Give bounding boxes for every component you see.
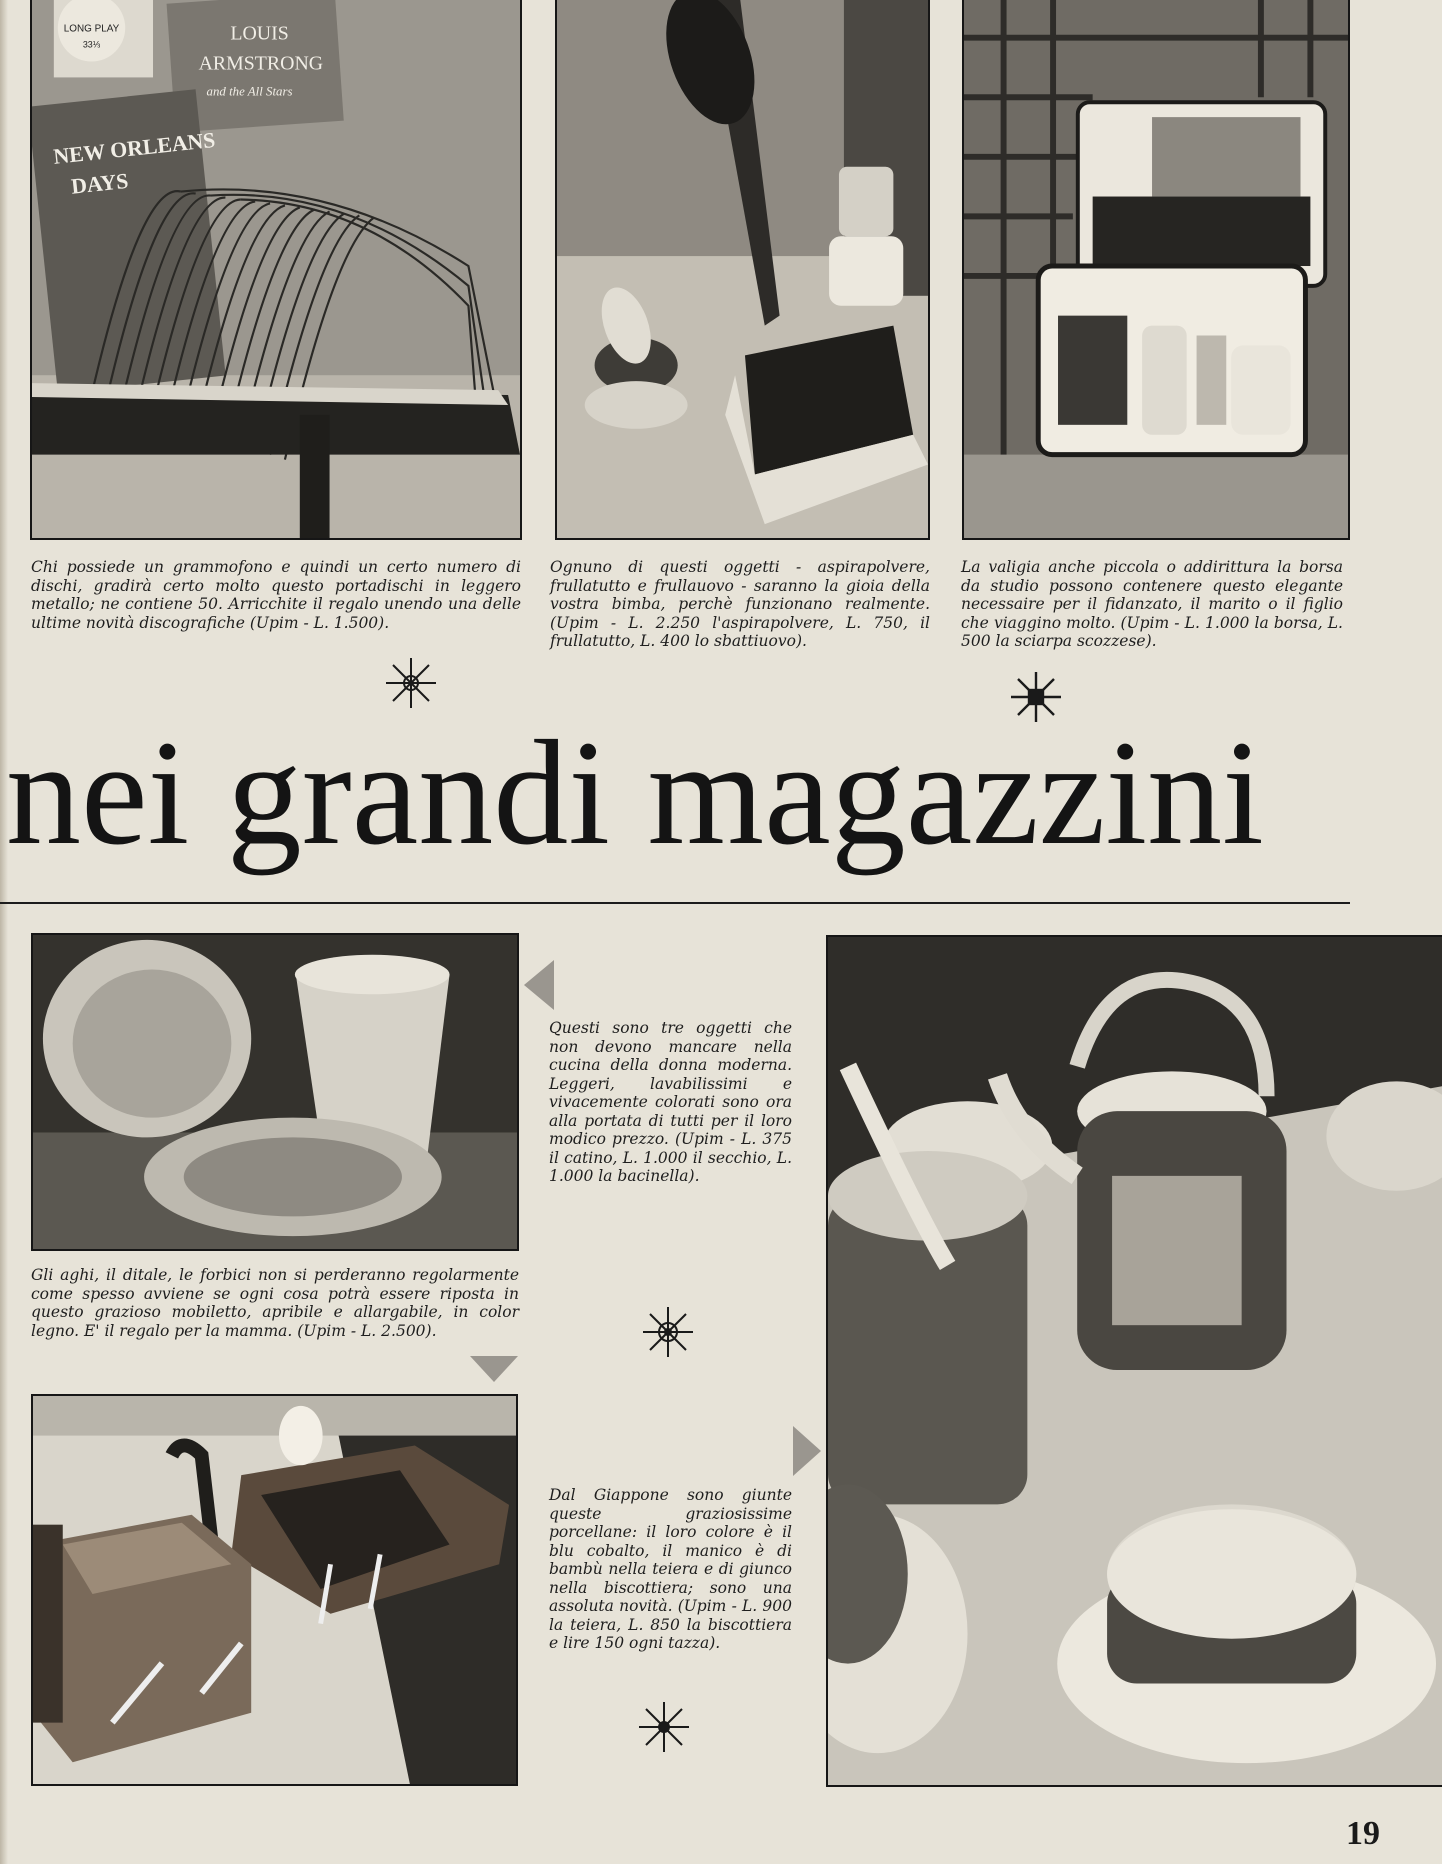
photo-travel-kit xyxy=(962,0,1350,540)
page-edge-shadow xyxy=(0,0,8,1864)
porcelain-illustration xyxy=(828,937,1442,1785)
pointer-arrow-icon xyxy=(793,1426,821,1476)
caption-sewing-box: Gli aghi, il ditale, le forbici non si perderanno regolarmente come spesso avviene se ogni cosa potrà essere riposta in questo grazioso mobiletto, apribile e allargabile, in color legno. E' il regalo per la mamma. (Upim - L. 2.500). xyxy=(31,1266,519,1340)
record-rack-illustration xyxy=(32,0,520,538)
photo-sewing-box xyxy=(31,1394,518,1786)
sewing-box-illustration xyxy=(33,1396,516,1784)
caption-porcelain: Dal Giappone sono giunte queste graziosissime porcellane: il loro colore è il blu cobalto, il manico è di bambù nella teiera e di giunco nella biscottiera; sono una assoluta novità. (Upim - L. 900 la teiera, L. 850 la biscottiera e lire 150 ogni tazza). xyxy=(549,1486,792,1652)
snowflake-ornament-icon xyxy=(641,1305,695,1359)
photo-porcelain xyxy=(826,935,1442,1787)
snowflake-ornament-icon xyxy=(637,1700,691,1754)
snowflake-ornament-icon xyxy=(384,656,438,710)
appliances-illustration xyxy=(557,0,928,538)
sleeve-badge-line1: LONG PLAY xyxy=(63,23,120,35)
travel-kit-illustration xyxy=(964,0,1348,538)
sleeve-title-line2: DAYS xyxy=(69,168,130,199)
caption-travel-kit: La valigia anche piccola o addirittura la borsa da studio possono contenere questo elegante necessaire per il fidanzato, il marito o il figlio che viaggino molto. (Upim - L. 1.000 la borsa, L. 500 la sciarpa scozzese). xyxy=(961,558,1343,650)
photo-appliances xyxy=(555,0,930,540)
photo-kitchen-set xyxy=(31,933,519,1251)
kitchen-set-illustration xyxy=(33,935,517,1249)
sleeve-badge-line2: 33⅓ xyxy=(82,39,101,50)
headline-rule xyxy=(0,902,1350,904)
caption-kitchen-set: Questi sono tre oggetti che non devono mancare nella cucina della donna moderna. Leggeri, lavabilissimi e vivacemente colorati sono ora alla portata di tutti per il loro modico prezzo. (Upim - L. 375 il catino, L. 1.000 il secchio, L. 1.000 la bacinella). xyxy=(549,1019,792,1185)
sleeve-artist-line2: ARMSTRONG xyxy=(198,52,324,75)
sleeve-title-line1: NEW ORLEANS xyxy=(52,127,217,169)
caption-appliances: Ognuno di questi oggetti - aspirapolvere, frullatutto e frullauovo - saranno la gioia della vostra bimba, perchè funzionano realmente. (Upim - L. 2.250 l'aspirapolvere, L. 750, il frullatutto, L. 400 lo sbattiuovo). xyxy=(550,558,930,650)
photo-record-rack xyxy=(30,0,522,540)
sleeve-artist-line3: and the All Stars xyxy=(206,84,293,99)
pointer-arrow-icon xyxy=(524,960,554,1010)
sleeve-artist-line1: LOUIS xyxy=(230,22,289,45)
page-headline: nei grandi magazzini xyxy=(6,710,1264,876)
caption-record-rack: Chi possiede un grammofono e quindi un certo numero di dischi, gradirà certo molto questo portadischi in leggero metallo; ne contiene 50. Arricchite il regalo unendo una delle ultime novità discografiche (Upim - L. 1.500). xyxy=(31,558,521,632)
pointer-arrow-icon xyxy=(470,1356,518,1382)
page-number: 19 xyxy=(1346,1815,1380,1852)
